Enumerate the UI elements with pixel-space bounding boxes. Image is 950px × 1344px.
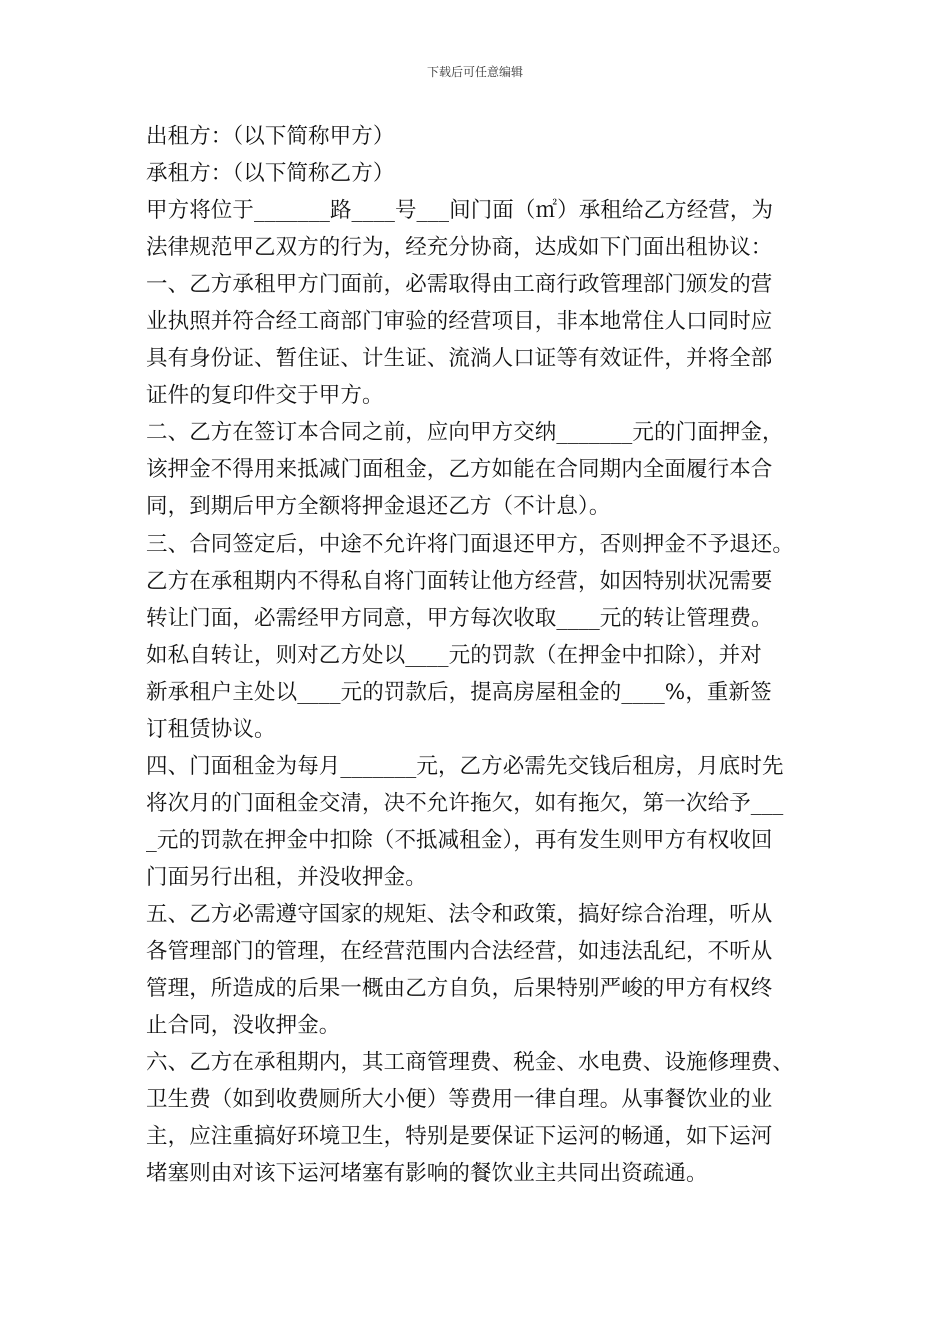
- clause-5-line-1: 五、乙方必需遵守国家的规矩、法令和政策，搞好综合治理，听从: [146, 901, 773, 927]
- clause-2-line-3: 同，到期后甲方全额将押金退还乙方（不计息）。: [146, 494, 611, 520]
- clause-3-line-5: 新承租户主处以____元的罚款后，提高房屋租金的____%，重新签: [146, 679, 772, 705]
- intro-line-1: 甲方将位于_______路____号___间门面（㎡）承租给乙方经营，为: [146, 198, 774, 224]
- clause-5-line-4: 止合同，没收押金。: [146, 1013, 341, 1039]
- clause-1-line-3: 具有身份证、暂住证、计生证、流淌人口证等有效证件，并将全部: [146, 346, 773, 372]
- intro-line-2: 法律规范甲乙双方的行为，经充分协商，达成如下门面出租协议：: [146, 235, 773, 261]
- clause-3-line-6: 订租赁协议。: [146, 716, 276, 742]
- clause-4-line-4: 门面另行出租，并没收押金。: [146, 864, 427, 890]
- lessor-line: 出租方：（以下简称甲方）: [146, 124, 395, 149]
- clause-5-line-2: 各管理部门的管理，在经营范围内合法经营，如违法乱纪，不听从: [146, 939, 773, 965]
- clause-4-line-3: _元的罚款在押金中扣除（不抵减租金），再有发生则甲方有权收回: [146, 827, 773, 853]
- clause-6-line-3: 主，应注重搞好环境卫生，特别是要保证下运河的畅通，如下运河: [146, 1124, 773, 1150]
- clause-3-line-2: 乙方在承租期内不得私自将门面转让他方经营，如因特别状况需要: [146, 568, 773, 594]
- clause-4-line-1: 四、门面租金为每月_______元，乙方必需先交钱后租房，月底时先: [146, 753, 784, 779]
- clause-1-line-1: 一、乙方承租甲方门面前，必需取得由工商行政管理部门颁发的营: [146, 272, 773, 298]
- clause-6-line-2: 卫生费（如到收费厕所大小便）等费用一律自理。从事餐饮业的业: [146, 1087, 773, 1113]
- page-header-note: 下载后可任意编辑: [426, 65, 523, 79]
- clause-1-line-2: 业执照并符合经工商部门审验的经营项目，非本地常住人口同时应: [146, 309, 773, 335]
- clause-6-line-1: 六、乙方在承租期内，其工商管理费、税金、水电费、设施修理费、: [146, 1050, 795, 1076]
- clause-1-line-4: 证件的复印件交于甲方。: [146, 383, 384, 409]
- clause-2-line-1: 二、乙方在签订本合同之前，应向甲方交纳_______元的门面押金，: [146, 420, 784, 446]
- clause-5-line-3: 管理，所造成的后果一概由乙方自负，后果特别严峻的甲方有权终: [146, 976, 773, 1002]
- contract-body: [146, 118, 836, 1192]
- clause-3-line-3: 转让门面，必需经甲方同意，甲方每次收取____元的转让管理费。: [146, 605, 773, 631]
- clause-3-line-1: 三、合同签定后，中途不允许将门面退还甲方，否则押金不予退还。: [146, 531, 795, 557]
- clause-6-line-4: 堵塞则由对该下运河堵塞有影响的餐饮业主共同出资疏通。: [146, 1161, 708, 1187]
- lessee-line: 承租方：（以下简称乙方）: [146, 161, 395, 187]
- clause-2-line-2: 该押金不得用来抵减门面租金，乙方如能在合同期内全面履行本合: [146, 457, 773, 483]
- clause-4-line-2: 将次月的门面租金交清，决不允许拖欠，如有拖欠，第一次给予___: [146, 790, 784, 816]
- clause-3-line-4: 如私自转让，则对乙方处以____元的罚款（在押金中扣除），并对: [146, 642, 762, 668]
